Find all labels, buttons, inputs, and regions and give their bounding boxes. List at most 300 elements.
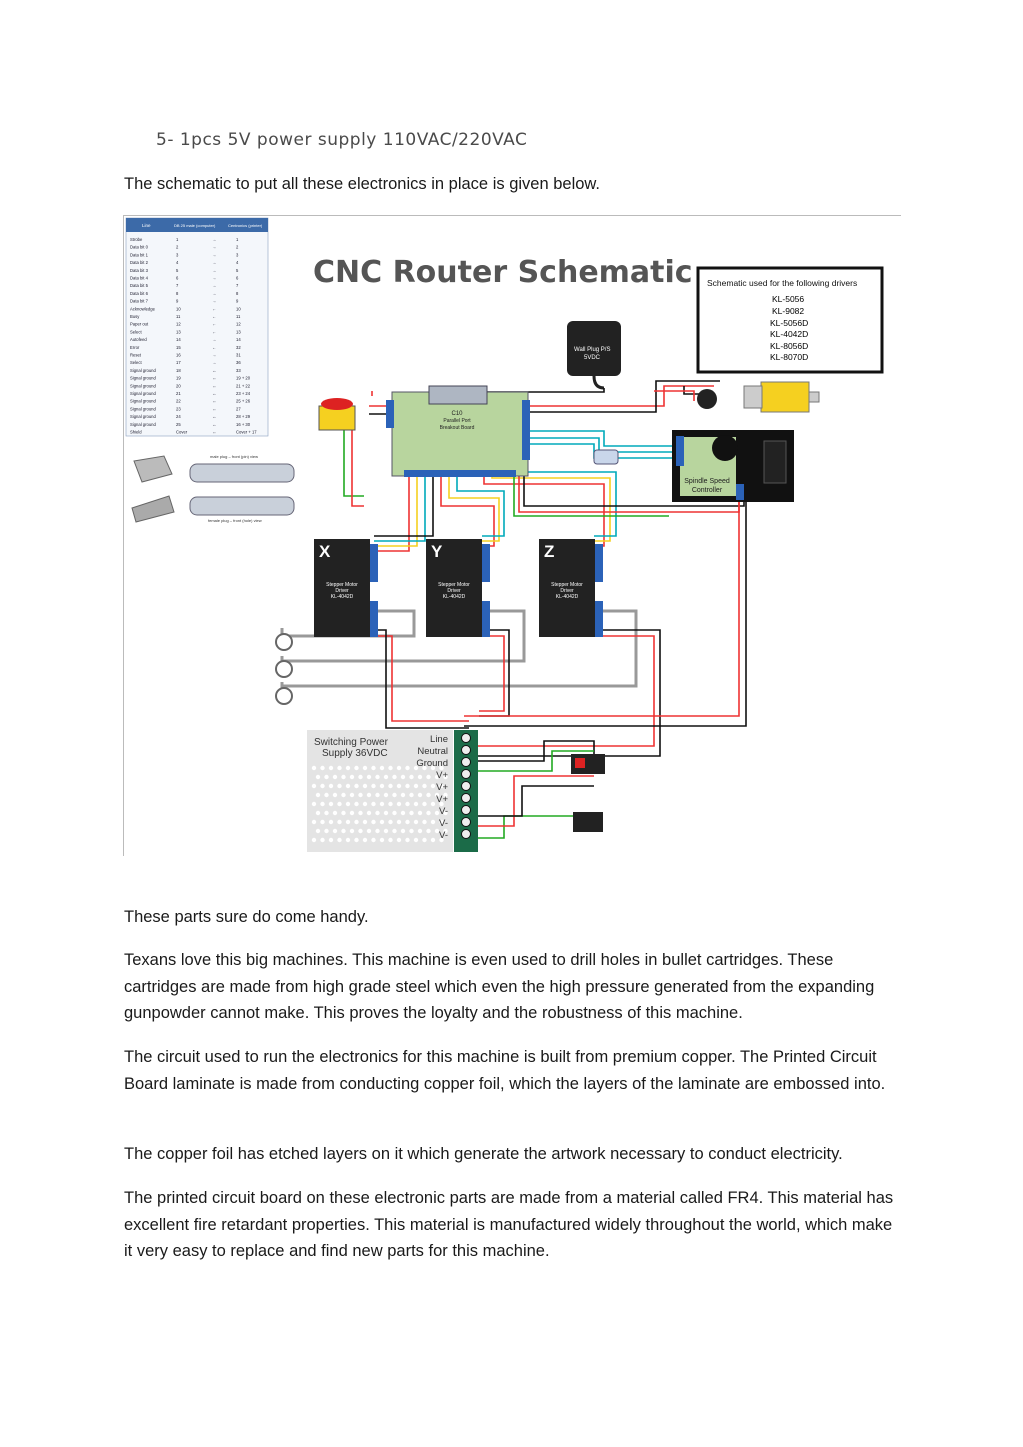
driver-name: KL-5056D xyxy=(770,318,809,328)
psu-terminal-label: V- xyxy=(439,830,448,841)
psu-vent-hole xyxy=(375,775,379,779)
psu-vent-hole xyxy=(426,811,430,815)
psu-vent-hole xyxy=(426,829,430,833)
svg-text:Driver: Driver xyxy=(560,588,574,594)
psu-vent-hole xyxy=(388,820,392,824)
psu-vent-hole xyxy=(384,829,388,833)
psu-vent-hole xyxy=(358,829,362,833)
table-cell: Cover xyxy=(176,429,188,435)
psu-vent-hole xyxy=(422,802,426,806)
table-cell: ↔ xyxy=(212,375,217,381)
axis-label-z: Z xyxy=(544,542,555,561)
table-cell: → xyxy=(212,244,217,250)
spindle-label-2: Controller xyxy=(691,487,723,494)
psu-vent-hole xyxy=(337,766,341,770)
table-cell: → xyxy=(212,260,217,266)
table-cell: ← xyxy=(212,306,217,312)
psu-terminal-screw xyxy=(462,794,471,803)
psu-vent-hole xyxy=(384,775,388,779)
drivers-box xyxy=(698,268,882,372)
psu-terminal-screw xyxy=(462,782,471,791)
svg-text:Stepper Motor: Stepper Motor xyxy=(551,582,583,588)
breakout-board xyxy=(386,386,530,477)
psu-vent-hole xyxy=(392,811,396,815)
spindle-motor xyxy=(697,382,819,412)
breakout-label-port: Parallel Port xyxy=(443,418,471,424)
table-cell: Autofeed xyxy=(130,337,147,343)
psu-terminal-label: Ground xyxy=(416,758,448,769)
table-cell: 13 xyxy=(236,329,241,335)
psu-terminal-label: Line xyxy=(430,734,448,745)
psu-vent-hole xyxy=(329,784,333,788)
psu-vent-hole xyxy=(384,793,388,797)
table-cell: 5 xyxy=(236,267,239,273)
table-cell: 5 xyxy=(176,267,179,273)
table-cell: 14 xyxy=(176,337,181,343)
driver-name: KL-4042D xyxy=(770,329,809,339)
psu-vent-hole xyxy=(414,802,418,806)
psu-vent-hole xyxy=(329,766,333,770)
psu-vent-hole xyxy=(388,838,392,842)
psu-vent-hole xyxy=(392,829,396,833)
table-cell: ↔ xyxy=(212,391,217,396)
table-cell: 16 xyxy=(176,352,181,358)
table-cell: 23 xyxy=(176,406,181,412)
psu-terminal-label: V+ xyxy=(436,770,448,781)
table-cell: 4 xyxy=(176,260,179,266)
psu-vent-hole xyxy=(341,793,345,797)
psu-terminal-screw xyxy=(462,758,471,767)
table-cell: 21 xyxy=(176,391,181,396)
psu-vent-hole xyxy=(312,838,316,842)
table-cell: 12 xyxy=(236,321,241,327)
psu-vent-hole xyxy=(320,784,324,788)
table-cell: 7 xyxy=(236,283,239,289)
svg-text:Driver: Driver xyxy=(447,588,461,594)
psu-vent-hole xyxy=(346,838,350,842)
psu-vent-hole xyxy=(350,811,354,815)
table-cell: 11 xyxy=(176,314,181,319)
psu-vent-hole xyxy=(363,802,367,806)
psu-vent-hole xyxy=(380,766,384,770)
psu-vent-hole xyxy=(401,793,405,797)
psu-vent-hole xyxy=(431,802,435,806)
svg-text:Stepper Motor: Stepper Motor xyxy=(438,582,470,588)
psu-vent-hole xyxy=(380,802,384,806)
psu-vent-hole xyxy=(337,784,341,788)
psu-vent-hole xyxy=(367,793,371,797)
table-cell: → xyxy=(212,290,217,296)
psu-vent-hole xyxy=(409,811,413,815)
fuse-holder xyxy=(573,812,603,832)
male-plug-label: male plug – front (pin) view xyxy=(210,454,259,459)
psu-vent-hole xyxy=(431,784,435,788)
psu-terminal-label: Neutral xyxy=(417,746,448,757)
psu-vent-hole xyxy=(346,766,350,770)
table-cell: Error xyxy=(130,344,140,350)
psu-vent-hole xyxy=(371,766,375,770)
svg-text:KL-4042D: KL-4042D xyxy=(555,594,579,600)
psu-vent-hole xyxy=(401,775,405,779)
psu-vent-hole xyxy=(380,838,384,842)
psu-vent-hole xyxy=(380,784,384,788)
table-cell: Shield xyxy=(130,429,142,435)
table-cell: → xyxy=(212,267,217,273)
paragraph-5: The printed circuit board on these electronic parts are made from a material called FR4. This material has excellent fire retardant properties. This material is manufactured widely throughout the world, which make it very easy to replace and find new parts for this machine. xyxy=(124,1189,894,1260)
table-cell: ↔ xyxy=(212,367,217,373)
table-cell: 9 xyxy=(176,298,179,304)
psu-vent-hole xyxy=(346,820,350,824)
table-cell: Signal ground xyxy=(130,391,156,396)
table-cell: 18 xyxy=(176,367,181,373)
table-cell: 1 xyxy=(236,237,239,242)
table-cell: → xyxy=(212,360,217,366)
schematic-figure xyxy=(123,215,901,856)
table-cell: Strobe xyxy=(130,237,143,242)
psu-vent-hole xyxy=(414,820,418,824)
psu-vent-hole xyxy=(316,775,320,779)
psu-vent-hole xyxy=(422,838,426,842)
table-cell: Signal ground xyxy=(130,367,156,373)
axis-label-x: X xyxy=(319,542,331,561)
psu-vent-hole xyxy=(418,829,422,833)
psu-vent-hole xyxy=(350,793,354,797)
table-header-line: Line xyxy=(142,223,151,228)
spindle-controller xyxy=(672,430,794,502)
psu-vent-hole xyxy=(401,829,405,833)
psu-vent-hole xyxy=(405,802,409,806)
driver-name: KL-8056D xyxy=(770,341,809,351)
psu-vent-hole xyxy=(384,811,388,815)
paragraph-2: Texans love this big machines. This machine is even used to drill holes in bullet cartridges. These cartridges are made from high grade steel which even the high pressure generated from the expanding gunpowder cannot make. This proves the loyalty and the robustness of this machine. xyxy=(124,951,875,1022)
table-cell: 9 xyxy=(236,298,239,304)
list-item-power-supply: 5- 1pcs 5V power supply 110VAC/220VAC xyxy=(156,130,528,150)
psu-vent-hole xyxy=(388,766,392,770)
psu-vent-hole xyxy=(397,820,401,824)
stepper-driver-y xyxy=(426,539,490,637)
table-cell: → xyxy=(212,298,217,304)
table-cell: Data bit 1 xyxy=(130,252,148,258)
psu-vent-hole xyxy=(341,775,345,779)
psu-vent-hole xyxy=(316,811,320,815)
driver-name: KL-8070D xyxy=(770,352,809,362)
table-cell: ↔ xyxy=(212,406,217,412)
table-cell: 36 xyxy=(236,360,241,366)
table-cell: ↔ xyxy=(212,383,217,389)
psu-vent-hole xyxy=(392,775,396,779)
psu-vent-hole xyxy=(426,793,430,797)
psu-vent-hole xyxy=(397,802,401,806)
psu-terminal-screw xyxy=(462,770,471,779)
psu-vent-hole xyxy=(371,838,375,842)
table-cell: Data bit 6 xyxy=(130,290,148,296)
psu-vent-hole xyxy=(401,811,405,815)
svg-text:KL-4042D: KL-4042D xyxy=(330,594,354,600)
psu-vent-hole xyxy=(405,784,409,788)
table-cell: Paper out xyxy=(130,321,149,327)
table-cell: 2 xyxy=(236,244,239,250)
psu-vent-hole xyxy=(409,793,413,797)
psu-terminal-label: V+ xyxy=(436,782,448,793)
table-cell: 20 xyxy=(176,383,181,389)
psu-vent-hole xyxy=(426,775,430,779)
table-cell: 12 xyxy=(176,321,181,327)
table-cell: → xyxy=(212,237,217,242)
table-cell: 3 xyxy=(236,252,239,258)
psu-vent-hole xyxy=(405,820,409,824)
psu-vent-hole xyxy=(422,784,426,788)
axis-label-y: Y xyxy=(431,542,443,561)
table-cell: Signal ground xyxy=(130,383,156,389)
table-cell: 11 xyxy=(236,314,241,319)
table-header-db25: DB 25 male (computer) xyxy=(174,223,216,228)
psu-vent-hole xyxy=(346,802,350,806)
table-cell: Signal ground xyxy=(130,421,156,427)
table-cell: 6 xyxy=(236,275,239,281)
paragraph-4: The copper foil has etched layers on it which generate the artwork necessary to conduct electricity. xyxy=(124,1145,843,1163)
table-cell: 28 + 29 xyxy=(236,414,251,420)
psu-vent-hole xyxy=(388,802,392,806)
psu-terminal-screw xyxy=(462,818,471,827)
table-cell: 8 xyxy=(236,290,239,296)
switching-power-supply xyxy=(307,730,478,852)
psu-vent-hole xyxy=(409,829,413,833)
psu-vent-hole xyxy=(350,829,354,833)
power-switch xyxy=(571,754,605,774)
psu-vent-hole xyxy=(409,775,413,779)
table-cell: 25 xyxy=(176,421,181,427)
table-cell: Data bit 7 xyxy=(130,298,148,304)
table-cell: 4 xyxy=(236,260,239,266)
table-cell: 16 + 30 xyxy=(236,421,251,427)
table-cell: ← xyxy=(212,321,217,327)
psu-vent-hole xyxy=(333,829,337,833)
table-cell: Data bit 4 xyxy=(130,275,148,281)
psu-vent-hole xyxy=(367,829,371,833)
psu-vent-hole xyxy=(380,820,384,824)
psu-vent-hole xyxy=(397,784,401,788)
psu-terminal-screw xyxy=(462,734,471,743)
female-plug-label: female plug – front (hole) view xyxy=(208,518,262,523)
psu-vent-hole xyxy=(363,838,367,842)
breakout-label-model: C10 xyxy=(451,411,463,417)
psu-vent-hole xyxy=(316,829,320,833)
table-cell: → xyxy=(212,352,217,358)
psu-vent-hole xyxy=(363,766,367,770)
table-cell: Data bit 2 xyxy=(130,260,148,266)
table-cell: → xyxy=(212,275,217,281)
table-cell: 31 xyxy=(236,352,241,358)
psu-vent-hole xyxy=(312,820,316,824)
svg-text:Driver: Driver xyxy=(335,588,349,594)
psu-vent-hole xyxy=(316,793,320,797)
table-cell: Busy xyxy=(130,314,140,319)
table-cell: → xyxy=(212,337,217,343)
psu-vent-hole xyxy=(312,802,316,806)
table-cell: 19 + 20 xyxy=(236,375,251,381)
table-cell: Data bit 0 xyxy=(130,244,148,250)
psu-vent-hole xyxy=(375,793,379,797)
table-cell: 10 xyxy=(236,306,241,312)
psu-vent-hole xyxy=(414,784,418,788)
driver-name: KL-9082 xyxy=(772,306,805,316)
psu-vent-hole xyxy=(358,793,362,797)
table-cell: 23 + 24 xyxy=(236,391,251,396)
psu-vent-hole xyxy=(367,775,371,779)
table-cell: 33 xyxy=(236,367,241,373)
table-cell: 13 xyxy=(176,329,181,335)
table-cell: ← xyxy=(212,314,217,319)
psu-vent-hole xyxy=(337,838,341,842)
psu-vent-hole xyxy=(341,829,345,833)
psu-vent-hole xyxy=(414,838,418,842)
table-cell: 7 xyxy=(176,283,179,289)
table-cell: ↔ xyxy=(212,398,217,404)
psu-vent-hole xyxy=(363,820,367,824)
psu-vent-hole xyxy=(371,784,375,788)
driver-name: KL-5056 xyxy=(772,294,805,304)
psu-vent-hole xyxy=(397,766,401,770)
psu-vent-hole xyxy=(354,766,358,770)
table-cell: 22 xyxy=(176,398,181,404)
estop-button xyxy=(319,398,355,430)
psu-vent-hole xyxy=(358,811,362,815)
table-cell: Signal ground xyxy=(130,406,156,412)
table-cell: 15 xyxy=(176,344,181,350)
table-cell: → xyxy=(212,283,217,289)
psu-vent-hole xyxy=(354,802,358,806)
psu-vent-hole xyxy=(333,793,337,797)
psu-terminal-screw xyxy=(462,830,471,839)
table-cell: 8 xyxy=(176,290,179,296)
psu-vent-hole xyxy=(354,820,358,824)
psu-vent-hole xyxy=(405,766,409,770)
psu-vent-hole xyxy=(371,802,375,806)
psu-vent-hole xyxy=(312,784,316,788)
psu-terminal-screw xyxy=(462,806,471,815)
table-cell: 24 xyxy=(176,414,181,420)
psu-vent-hole xyxy=(418,793,422,797)
psu-vent-hole xyxy=(341,811,345,815)
stepper-driver-z xyxy=(539,539,603,637)
psu-vent-hole xyxy=(329,820,333,824)
paragraph-3: The circuit used to run the electronics for this machine is built from premium copper. The Printed Circuit Board laminate is made from conducting copper foil, which the layers of the laminate are embossed into. xyxy=(124,1048,886,1093)
table-cell: 6 xyxy=(176,275,179,281)
table-cell: ↔ xyxy=(212,421,217,427)
svg-text:KL-4042D: KL-4042D xyxy=(442,594,466,600)
psu-vent-hole xyxy=(320,802,324,806)
table-cell: Select xyxy=(130,360,142,366)
wall-plug xyxy=(567,321,621,388)
psu-vent-hole xyxy=(320,820,324,824)
psu-vent-hole xyxy=(375,829,379,833)
table-cell: 17 xyxy=(176,360,181,366)
wall-plug-label: Wall Plug P/S xyxy=(574,347,611,353)
psu-vent-hole xyxy=(337,820,341,824)
psu-vent-hole xyxy=(354,838,358,842)
psu-vent-hole xyxy=(324,811,328,815)
limit-switch-connector xyxy=(594,450,618,464)
psu-vent-hole xyxy=(392,793,396,797)
psu-vent-hole xyxy=(320,766,324,770)
table-cell: Data bit 5 xyxy=(130,283,148,289)
stepper-driver-x xyxy=(314,539,378,637)
schematic-title: CNC Router Schematic xyxy=(313,255,693,290)
psu-vent-hole xyxy=(431,820,435,824)
table-cell: ← xyxy=(212,344,217,350)
table-cell: Cover + 17 xyxy=(236,429,257,435)
table-header-centronics: Centronics (printer) xyxy=(228,223,263,228)
table-cell: Acknowledge xyxy=(130,306,155,312)
psu-vent-hole xyxy=(388,784,392,788)
table-cell: 19 xyxy=(176,375,181,381)
svg-text:Stepper Motor: Stepper Motor xyxy=(326,582,358,588)
psu-vent-hole xyxy=(431,838,435,842)
table-cell: 3 xyxy=(176,252,179,258)
table-cell: 21 + 22 xyxy=(236,383,251,389)
psu-vent-hole xyxy=(405,838,409,842)
table-cell: 10 xyxy=(176,306,181,312)
psu-vent-hole xyxy=(329,802,333,806)
db25-connectors xyxy=(132,454,294,523)
paragraph-1: These parts sure do come handy. xyxy=(124,908,369,926)
pinout-table xyxy=(126,218,268,436)
table-cell: Reset xyxy=(130,352,141,358)
psu-vent-hole xyxy=(375,811,379,815)
drivers-box-title: Schematic used for the following drivers xyxy=(707,278,858,288)
table-cell: ← xyxy=(212,329,217,335)
psu-vent-hole xyxy=(337,802,341,806)
table-cell: Signal ground xyxy=(130,375,156,381)
psu-vent-hole xyxy=(324,775,328,779)
psu-title-2: Supply 36VDC xyxy=(322,748,388,759)
table-cell: 32 xyxy=(236,344,241,350)
table-cell: 14 xyxy=(236,337,241,343)
psu-vent-hole xyxy=(350,775,354,779)
psu-vent-hole xyxy=(320,838,324,842)
intro-paragraph: The schematic to put all these electronics in place is given below. xyxy=(124,175,601,193)
table-cell: Signal ground xyxy=(130,414,156,420)
table-cell: 25 + 26 xyxy=(236,398,251,404)
breakout-label-board: Breakout Board xyxy=(439,425,475,431)
table-cell: Select xyxy=(130,329,142,335)
psu-terminal-label: V- xyxy=(439,818,448,829)
motor-connectors xyxy=(276,634,292,704)
psu-vent-hole xyxy=(422,820,426,824)
psu-terminal-label: V+ xyxy=(436,794,448,805)
psu-vent-hole xyxy=(329,838,333,842)
psu-vent-hole xyxy=(346,784,350,788)
psu-terminal-label: V- xyxy=(439,806,448,817)
psu-vent-hole xyxy=(324,793,328,797)
psu-vent-hole xyxy=(418,811,422,815)
wall-plug-voltage: 5VDC xyxy=(584,355,601,361)
table-cell: 1 xyxy=(176,237,179,242)
psu-vent-hole xyxy=(418,775,422,779)
psu-title: Switching Power xyxy=(314,737,388,748)
schematic-svg xyxy=(124,216,901,856)
table-cell: → xyxy=(212,252,217,258)
psu-vent-hole xyxy=(363,784,367,788)
psu-vent-hole xyxy=(333,811,337,815)
psu-vent-hole xyxy=(397,838,401,842)
psu-vent-hole xyxy=(324,829,328,833)
psu-vent-hole xyxy=(371,820,375,824)
table-cell: Signal ground xyxy=(130,398,156,404)
table-cell: Data bit 3 xyxy=(130,267,148,273)
psu-terminal-screw xyxy=(462,746,471,755)
psu-vent-hole xyxy=(312,766,316,770)
